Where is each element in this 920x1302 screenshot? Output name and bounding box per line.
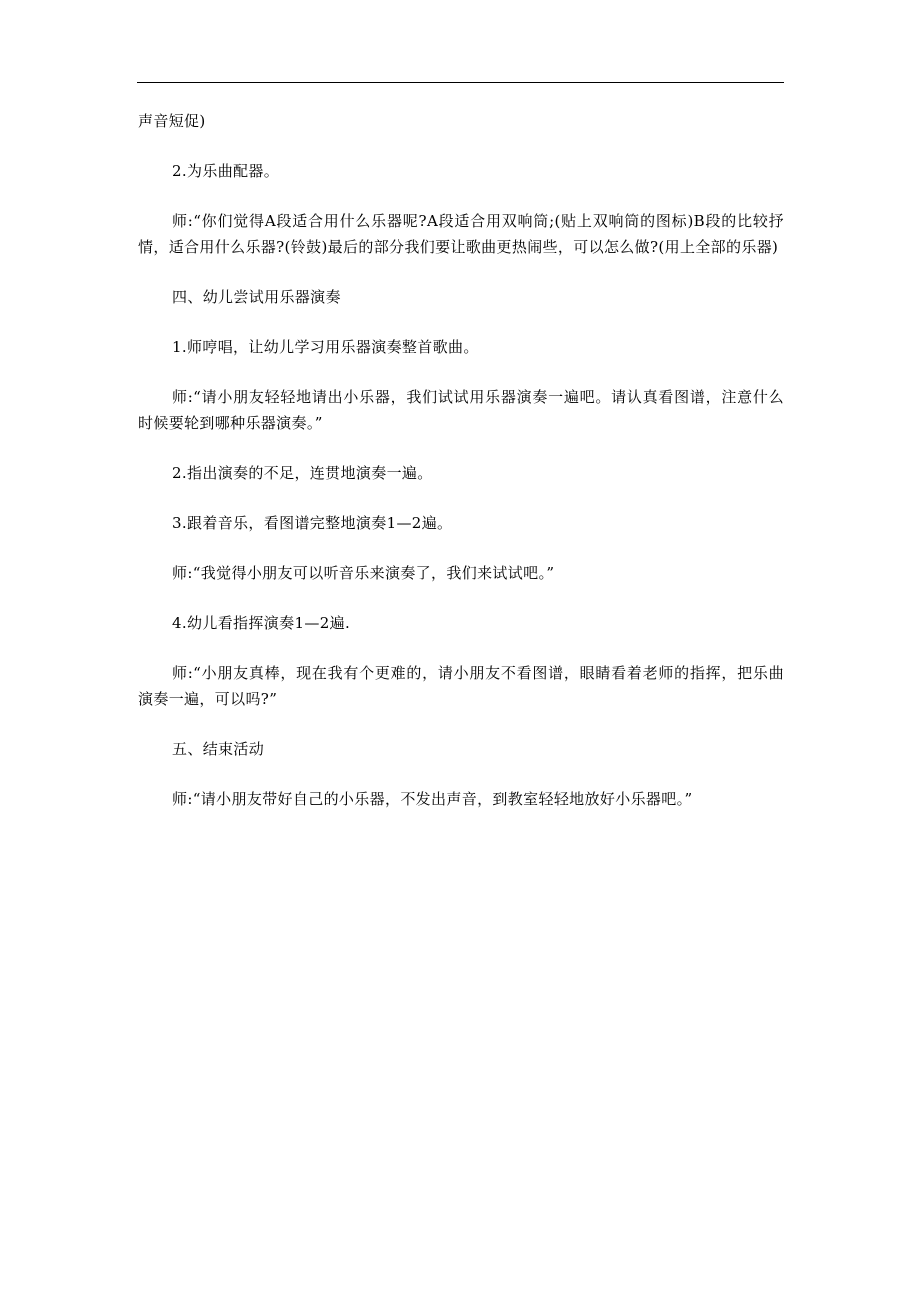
paragraph-step-1: 1.师哼唱，让幼儿学习用乐器演奏整首歌曲。 xyxy=(172,338,479,356)
header-rule xyxy=(137,82,784,83)
paragraph-teacher-conductor: 师:“小朋友真棒，现在我有个更难的，请小朋友不看图谱，眼睛看着老师的指挥，把乐曲演奏一遍，可以吗?” xyxy=(138,664,784,708)
document-body xyxy=(138,108,784,812)
paragraph-teacher-question-instruments: 师:“你们觉得A段适合用什么乐器呢?A段适合用双响筒;(贴上双响筒的图标)B段的比较抒情，适合用什么乐器?(铃鼓)最后的部分我们要让歌曲更热闹些，可以怎么做?(用上全部的乐器) xyxy=(138,212,784,256)
section-heading-4: 四、幼儿尝试用乐器演奏 xyxy=(172,288,341,306)
paragraph-teacher-closing: 师:“请小朋友带好自己的小乐器，不发出声音，到教室轻轻地放好小乐器吧。” xyxy=(172,790,693,808)
paragraph-continuation: 声音短促) xyxy=(138,112,206,130)
section-heading-5: 五、结束活动 xyxy=(172,740,265,758)
paragraph-teacher-instruction-play: 师:“请小朋友轻轻地请出小乐器，我们试试用乐器演奏一遍吧。请认真看图谱，注意什么时候要轮到哪种乐器演奏。” xyxy=(138,388,784,432)
paragraph-step-2: 2.指出演奏的不足，连贯地演奏一遍。 xyxy=(172,464,433,482)
paragraph-step-4: 4.幼儿看指挥演奏1—2遍. xyxy=(172,614,351,632)
paragraph-teacher-listen: 师:“我觉得小朋友可以听音乐来演奏了，我们来试试吧。” xyxy=(172,564,555,582)
paragraph-step-3: 3.跟着音乐，看图谱完整地演奏1—2遍。 xyxy=(172,514,453,532)
paragraph-step-2-heading: 2.为乐曲配器。 xyxy=(172,162,280,180)
